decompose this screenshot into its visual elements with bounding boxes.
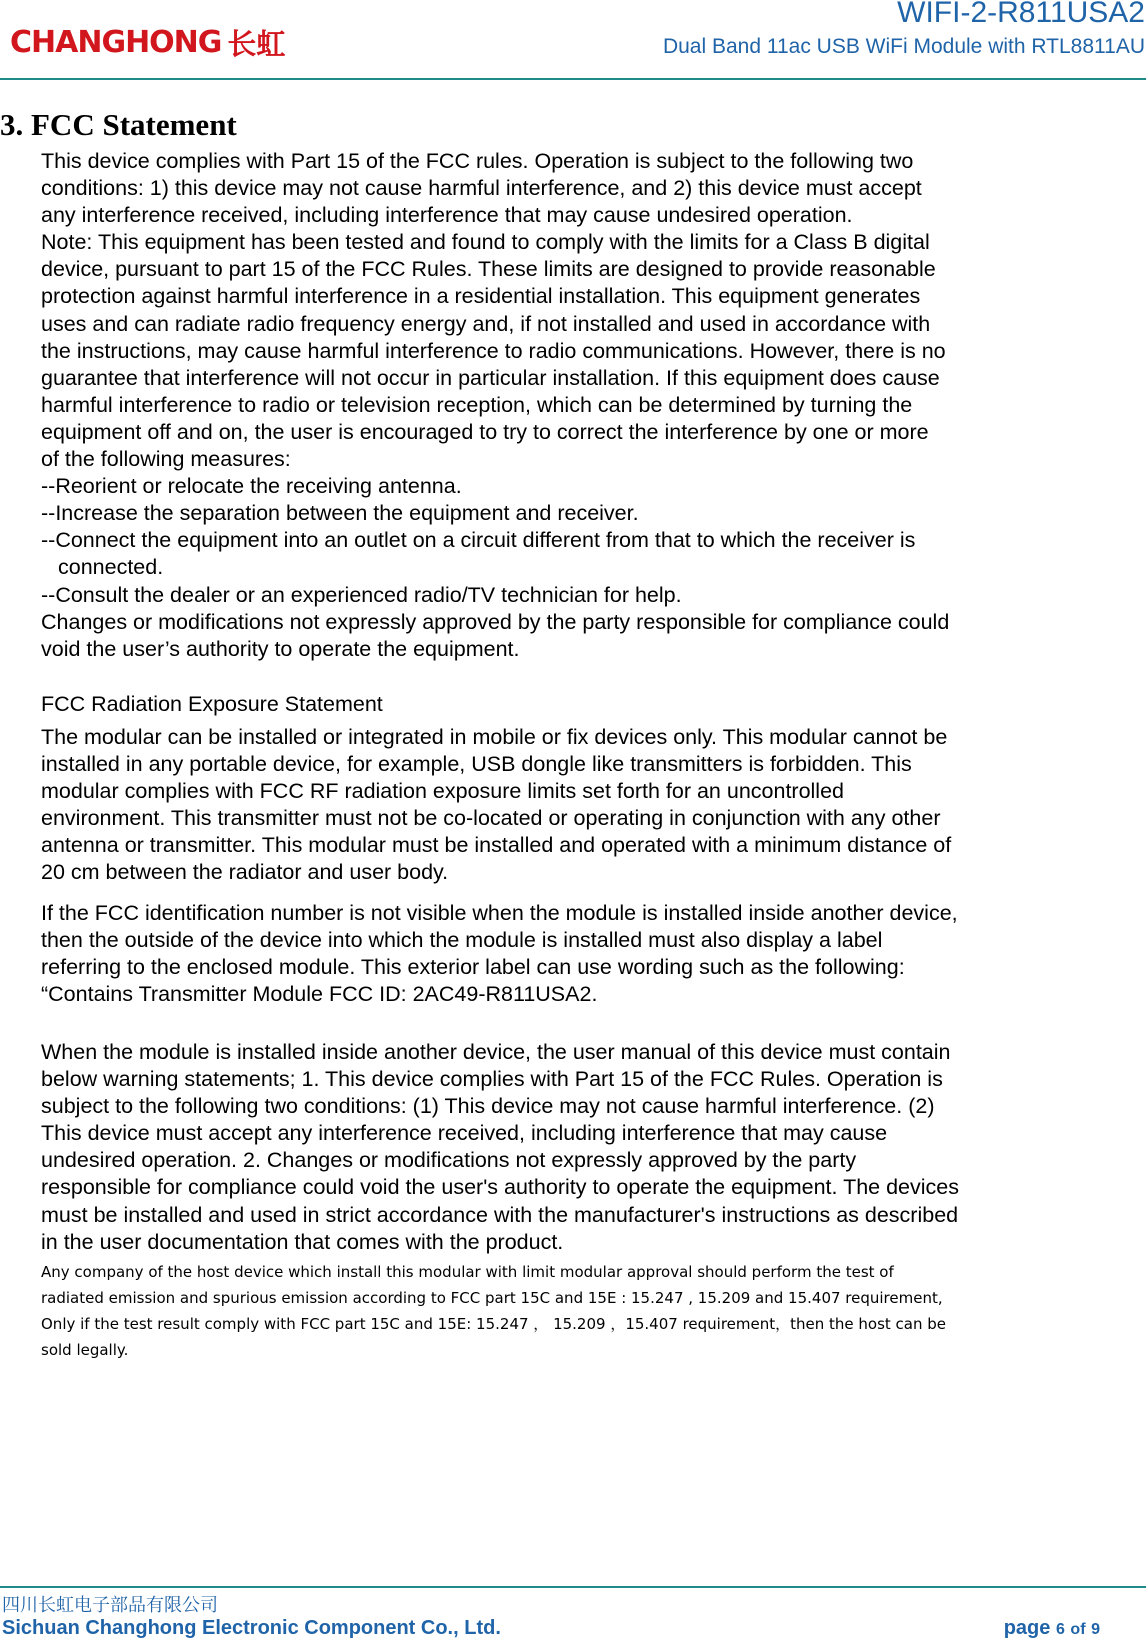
text-line: any interference received, including interference that may cause undesired operation. <box>41 203 853 228</box>
logo-chinese: 长虹 <box>227 26 286 61</box>
text-line: responsible for compliance could void the user's authority to operate the equipment. The devices <box>41 1175 959 1200</box>
text-line: protection against harmful interference in a residential installation. This equipment generates <box>41 284 921 309</box>
text-line: subject to the following two conditions: (1) This device may not cause harmful interference. (2) <box>41 1094 935 1119</box>
text-line: radiated emission and spurious emission according to FCC part 15C and 15E : 15.247 , 15.209 and 15.407 requirement, <box>41 1289 943 1307</box>
text-line: Any company of the host device which install this modular with limit modular approval should perform the test of <box>41 1263 894 1281</box>
text-line: antenna or transmitter. This modular must be installed and operated with a minimum distance of <box>41 833 952 858</box>
logo-wordmark: CHANGHONG <box>10 24 222 60</box>
measure-item: --Increase the separation between the equipment and receiver. <box>41 501 639 526</box>
measure-item: --Consult the dealer or an experienced radio/TV technician for help. <box>41 582 682 607</box>
text-line: the instructions, may cause harmful interference to radio communications. However, there is no <box>41 338 946 363</box>
section-title: 3. FCC Statement <box>0 107 237 142</box>
text-line: uses and can radiate radio frequency energy and, if not installed and used in accordance with <box>41 311 931 336</box>
text-line: installed in any portable device, for example, USB dongle like transmitters is forbidden. This <box>41 752 912 777</box>
text-line: This device must accept any interference received, including interference that may cause <box>41 1121 888 1146</box>
product-subtitle: Dual Band 11ac USB WiFi Module with RTL8811AU <box>662 35 1145 58</box>
radiation-heading: FCC Radiation Exposure Statement <box>41 692 383 716</box>
text-line: guarantee that interference will not occur in particular installation. If this equipment does cause <box>41 365 940 390</box>
radiation-block <box>41 724 1121 887</box>
identification-block <box>41 900 1121 1008</box>
text-line: This device complies with Part 15 of the FCC rules. Operation is subject to the following two <box>41 149 914 173</box>
text-line: of the following measures: <box>41 447 291 472</box>
footer-company-name: Sichuan Changhong Electronic Component Co., Ltd. <box>2 1617 501 1639</box>
text-line: sold legally. <box>41 1341 129 1359</box>
text-line: below warning statements; 1. This device complies with Part 15 of the FCC Rules. Operation is <box>41 1067 943 1092</box>
page-number <box>1004 1617 1100 1640</box>
footer-divider <box>0 1586 1146 1588</box>
text-line: Only if the test result comply with FCC part 15C and 15E: 15.247 ， 15.209 ，15.407 requirement，then the host can be <box>41 1315 947 1333</box>
text-line: device, pursuant to part 15 of the FCC Rules. These limits are designed to provide reasonable <box>41 257 936 282</box>
text-line: Changes or modifications not expressly approved by the party responsible for compliance could <box>41 609 950 634</box>
page-total: 9 <box>1091 1621 1100 1638</box>
text-line: environment. This transmitter must not be co-located or operating in conjunction with any other <box>41 806 941 831</box>
measure-item-continuation: connected. <box>58 555 164 580</box>
text-line: “Contains Transmitter Module FCC ID: 2AC49-R811USA2. <box>41 982 598 1007</box>
text-line: must be installed and used in strict accordance with the manufacturer's instructions as described <box>41 1202 959 1227</box>
model-number: WIFI-2-R811USA2 <box>897 0 1145 29</box>
text-line: If the FCC identification number is not visible when the module is installed inside another device, <box>41 901 958 925</box>
changhong-logo <box>10 22 285 62</box>
text-line: in the user documentation that comes with the product. <box>41 1229 564 1254</box>
text-line: referring to the enclosed module. This exterior label can use wording such as the following: <box>41 955 905 980</box>
page-header <box>0 0 1146 80</box>
page-label: page <box>1003 1617 1051 1639</box>
text-line: modular complies with FCC RF radiation exposure limits set forth for an uncontrolled <box>41 779 844 804</box>
text-line: 20 cm between the radiator and user body. <box>41 860 449 885</box>
text-line: then the outside of the device into which the module is installed must also display a label <box>41 928 883 953</box>
approval-note-block <box>41 1259 1121 1363</box>
text-line: harmful interference to radio or television reception, which can be determined by turning the <box>41 392 913 417</box>
text-line: The modular can be installed or integrated in mobile or fix devices only. This modular cannot be <box>41 725 948 749</box>
text-line: When the module is installed inside another device, the user manual of this device must contain <box>41 1040 951 1064</box>
text-line: undesired operation. 2. Changes or modifications not expressly approved by the party <box>41 1148 857 1173</box>
footer-company-chinese: 四川长虹电子部品有限公司 <box>2 1595 218 1616</box>
fcc-statement-block <box>41 148 1121 663</box>
measure-item: --Reorient or relocate the receiving antenna. <box>41 474 462 499</box>
measure-item: --Connect the equipment into an outlet on a circuit different from that to which the receiver is <box>41 528 916 553</box>
warning-block <box>41 1039 1121 1256</box>
page-of: of <box>1070 1621 1086 1638</box>
text-line: equipment off and on, the user is encouraged to try to correct the interference by one or more <box>41 419 929 444</box>
text-line: conditions: 1) this device may not cause harmful interference, and 2) this device must accept <box>41 176 922 201</box>
page-current: 6 <box>1055 1621 1065 1638</box>
text-line: Note: This equipment has been tested and found to comply with the limits for a Class B digital <box>41 230 930 255</box>
header-divider <box>0 78 1146 80</box>
text-line: void the user’s authority to operate the equipment. <box>41 636 520 661</box>
